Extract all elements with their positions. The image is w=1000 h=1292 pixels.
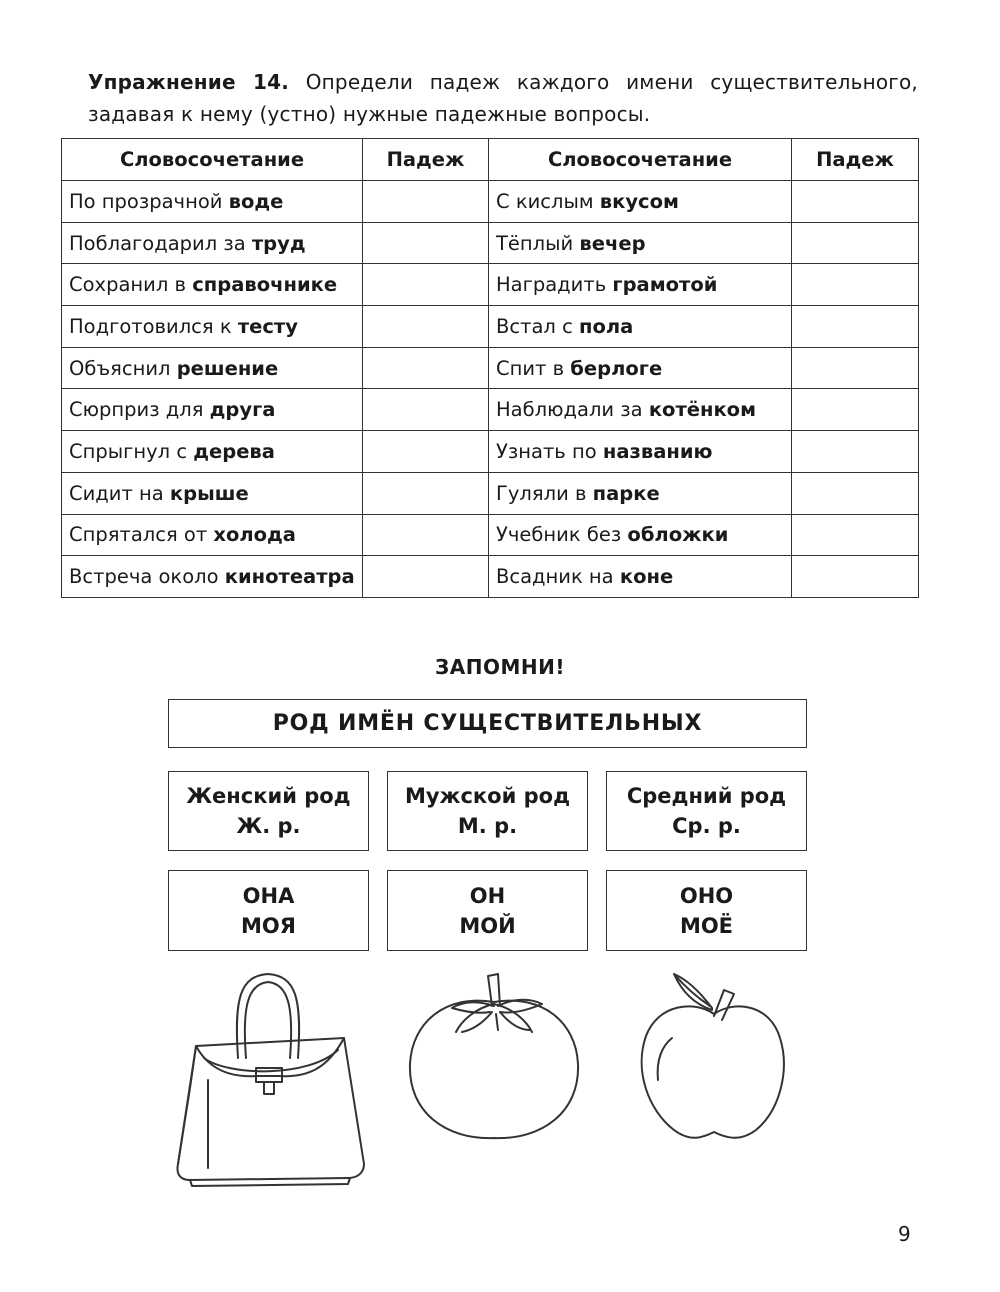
neuter-box [606,771,807,851]
feminine-name: Женский род [186,784,351,808]
phrase-right-noun: грамотой [612,273,718,297]
tomato-icon [406,972,582,1144]
phrase-right-noun: пола [579,314,634,338]
case-right-cell[interactable] [792,389,919,431]
phrase-left-noun: воде [228,189,284,213]
masculine-pronoun-box [387,870,588,951]
phrase-right-prefix: Спит в [496,356,565,380]
remember-heading: ЗАПОМНИ! [435,655,565,679]
phrase-left-prefix: Спрыгнул с [69,439,188,463]
phrase-left-noun: холода [213,523,296,547]
feminine-abbr: Ж. р. [236,814,301,838]
phrase-left-prefix: Подготовился к [69,314,232,338]
phrase-left-noun: крыше [169,481,249,505]
table-row [62,556,919,598]
gender-title: РОД ИМЁН СУЩЕСТВИТЕЛЬНЫХ [272,710,703,736]
masculine-abbr: М. р. [457,814,518,838]
header-phrase-left: Словосочетание [62,139,363,181]
phrase-right-prefix: Тёплый [496,231,574,255]
case-right-cell[interactable] [792,347,919,389]
table-row [62,222,919,264]
table-row [62,514,919,556]
phrase-left-noun: друга [209,398,276,422]
cases-table [61,138,919,598]
phrase-left [62,556,363,598]
gender-title-box [168,699,807,748]
phrase-left-noun: решение [176,356,279,380]
neuter-pronoun-2: МОЁ [679,913,734,938]
phrase-right-prefix: Наградить [496,273,607,297]
case-right-cell[interactable] [792,431,919,473]
phrase-right-prefix: Узнать по [496,439,597,463]
phrase-left-prefix: Спрятался от [69,523,208,547]
case-left-cell[interactable] [363,181,489,223]
phrase-right-noun: вечер [579,231,646,255]
case-left-cell[interactable] [363,389,489,431]
case-right-cell[interactable] [792,264,919,306]
phrase-left-noun: справочнике [192,273,338,297]
case-right-cell[interactable] [792,514,919,556]
feminine-pronoun-box [168,870,369,951]
page-number: 9 [898,1222,911,1246]
masculine-pronoun-2: МОЙ [459,913,516,938]
masculine-box [387,771,588,851]
header-case-left: Падеж [363,139,489,181]
phrase-left-prefix: Поблагодарил за [69,231,246,255]
exercise-instruction: Определи падеж каждого имени существительного, задавая к нему (устно) нужные падежные вопросы. [88,70,918,126]
phrase-left-prefix: Сюрприз для [69,398,204,422]
case-left-cell[interactable] [363,306,489,348]
phrase-left-noun: тесту [237,314,298,338]
case-left-cell[interactable] [363,556,489,598]
phrase-right-prefix: Гуляли в [496,481,587,505]
phrase-right-prefix: С кислым [496,189,594,213]
phrase-left-prefix: По прозрачной [69,189,223,213]
phrase-right [489,556,792,598]
phrase-right [489,472,792,514]
exercise-label: Упражнение 14. [88,70,290,94]
phrase-left [62,181,363,223]
phrase-right [489,389,792,431]
phrase-left-noun: дерева [193,439,275,463]
phrase-right-noun: берлоге [570,356,663,380]
phrase-left [62,264,363,306]
phrase-right [489,264,792,306]
apple-icon [638,970,788,1146]
case-right-cell[interactable] [792,222,919,264]
phrase-left-prefix: Встреча около [69,565,219,589]
phrase-right [489,181,792,223]
exercise-text [88,66,918,130]
header-phrase-right: Словосочетание [489,139,792,181]
phrase-right-noun: коне [619,565,674,589]
case-left-cell[interactable] [363,514,489,556]
phrase-left [62,222,363,264]
phrase-right-prefix: Учебник без [496,523,622,547]
phrase-left [62,514,363,556]
phrase-left-prefix: Объяснил [69,356,171,380]
neuter-abbr: Ср. р. [672,814,741,838]
feminine-pronoun-2: МОЯ [241,913,296,938]
phrase-right-noun: парке [592,481,660,505]
phrase-left [62,472,363,514]
case-left-cell[interactable] [363,431,489,473]
masculine-name: Мужской род [404,784,571,808]
phrase-right-prefix: Встал с [496,314,573,338]
phrase-left [62,306,363,348]
table-row [62,389,919,431]
phrase-right-noun: обложки [627,523,729,547]
feminine-pronoun-1: ОНА [242,883,295,908]
table-header-row [62,139,919,181]
case-right-cell[interactable] [792,472,919,514]
handbag-icon [168,968,378,1190]
phrase-right [489,347,792,389]
feminine-box [168,771,369,851]
case-left-cell[interactable] [363,347,489,389]
table-row [62,431,919,473]
table-row [62,472,919,514]
table-row [62,181,919,223]
phrase-right [489,222,792,264]
case-left-cell[interactable] [363,472,489,514]
phrase-right-prefix: Всадник на [496,565,614,589]
neuter-pronoun-box [606,870,807,951]
phrase-left-noun: кинотеатра [224,565,355,589]
phrase-right-noun: названию [602,439,713,463]
phrase-left [62,431,363,473]
phrase-left-prefix: Сидит на [69,481,164,505]
phrase-left-prefix: Сохранил в [69,273,186,297]
phrase-right-noun: вкусом [599,189,679,213]
phrase-right-prefix: Наблюдали за [496,398,643,422]
phrase-left [62,389,363,431]
case-right-cell[interactable] [792,556,919,598]
neuter-name: Средний род [626,784,787,808]
phrase-right [489,431,792,473]
table-row [62,264,919,306]
neuter-pronoun-1: ОНО [679,883,734,908]
table-row [62,347,919,389]
masculine-pronoun-1: ОН [469,883,506,908]
case-left-cell[interactable] [363,264,489,306]
table-row [62,306,919,348]
case-left-cell[interactable] [363,222,489,264]
phrase-right [489,514,792,556]
phrase-right [489,306,792,348]
phrase-right-noun: котёнком [648,398,757,422]
phrase-left [62,347,363,389]
phrase-left-noun: труд [251,231,306,255]
case-right-cell[interactable] [792,181,919,223]
case-right-cell[interactable] [792,306,919,348]
header-case-right: Падеж [792,139,919,181]
